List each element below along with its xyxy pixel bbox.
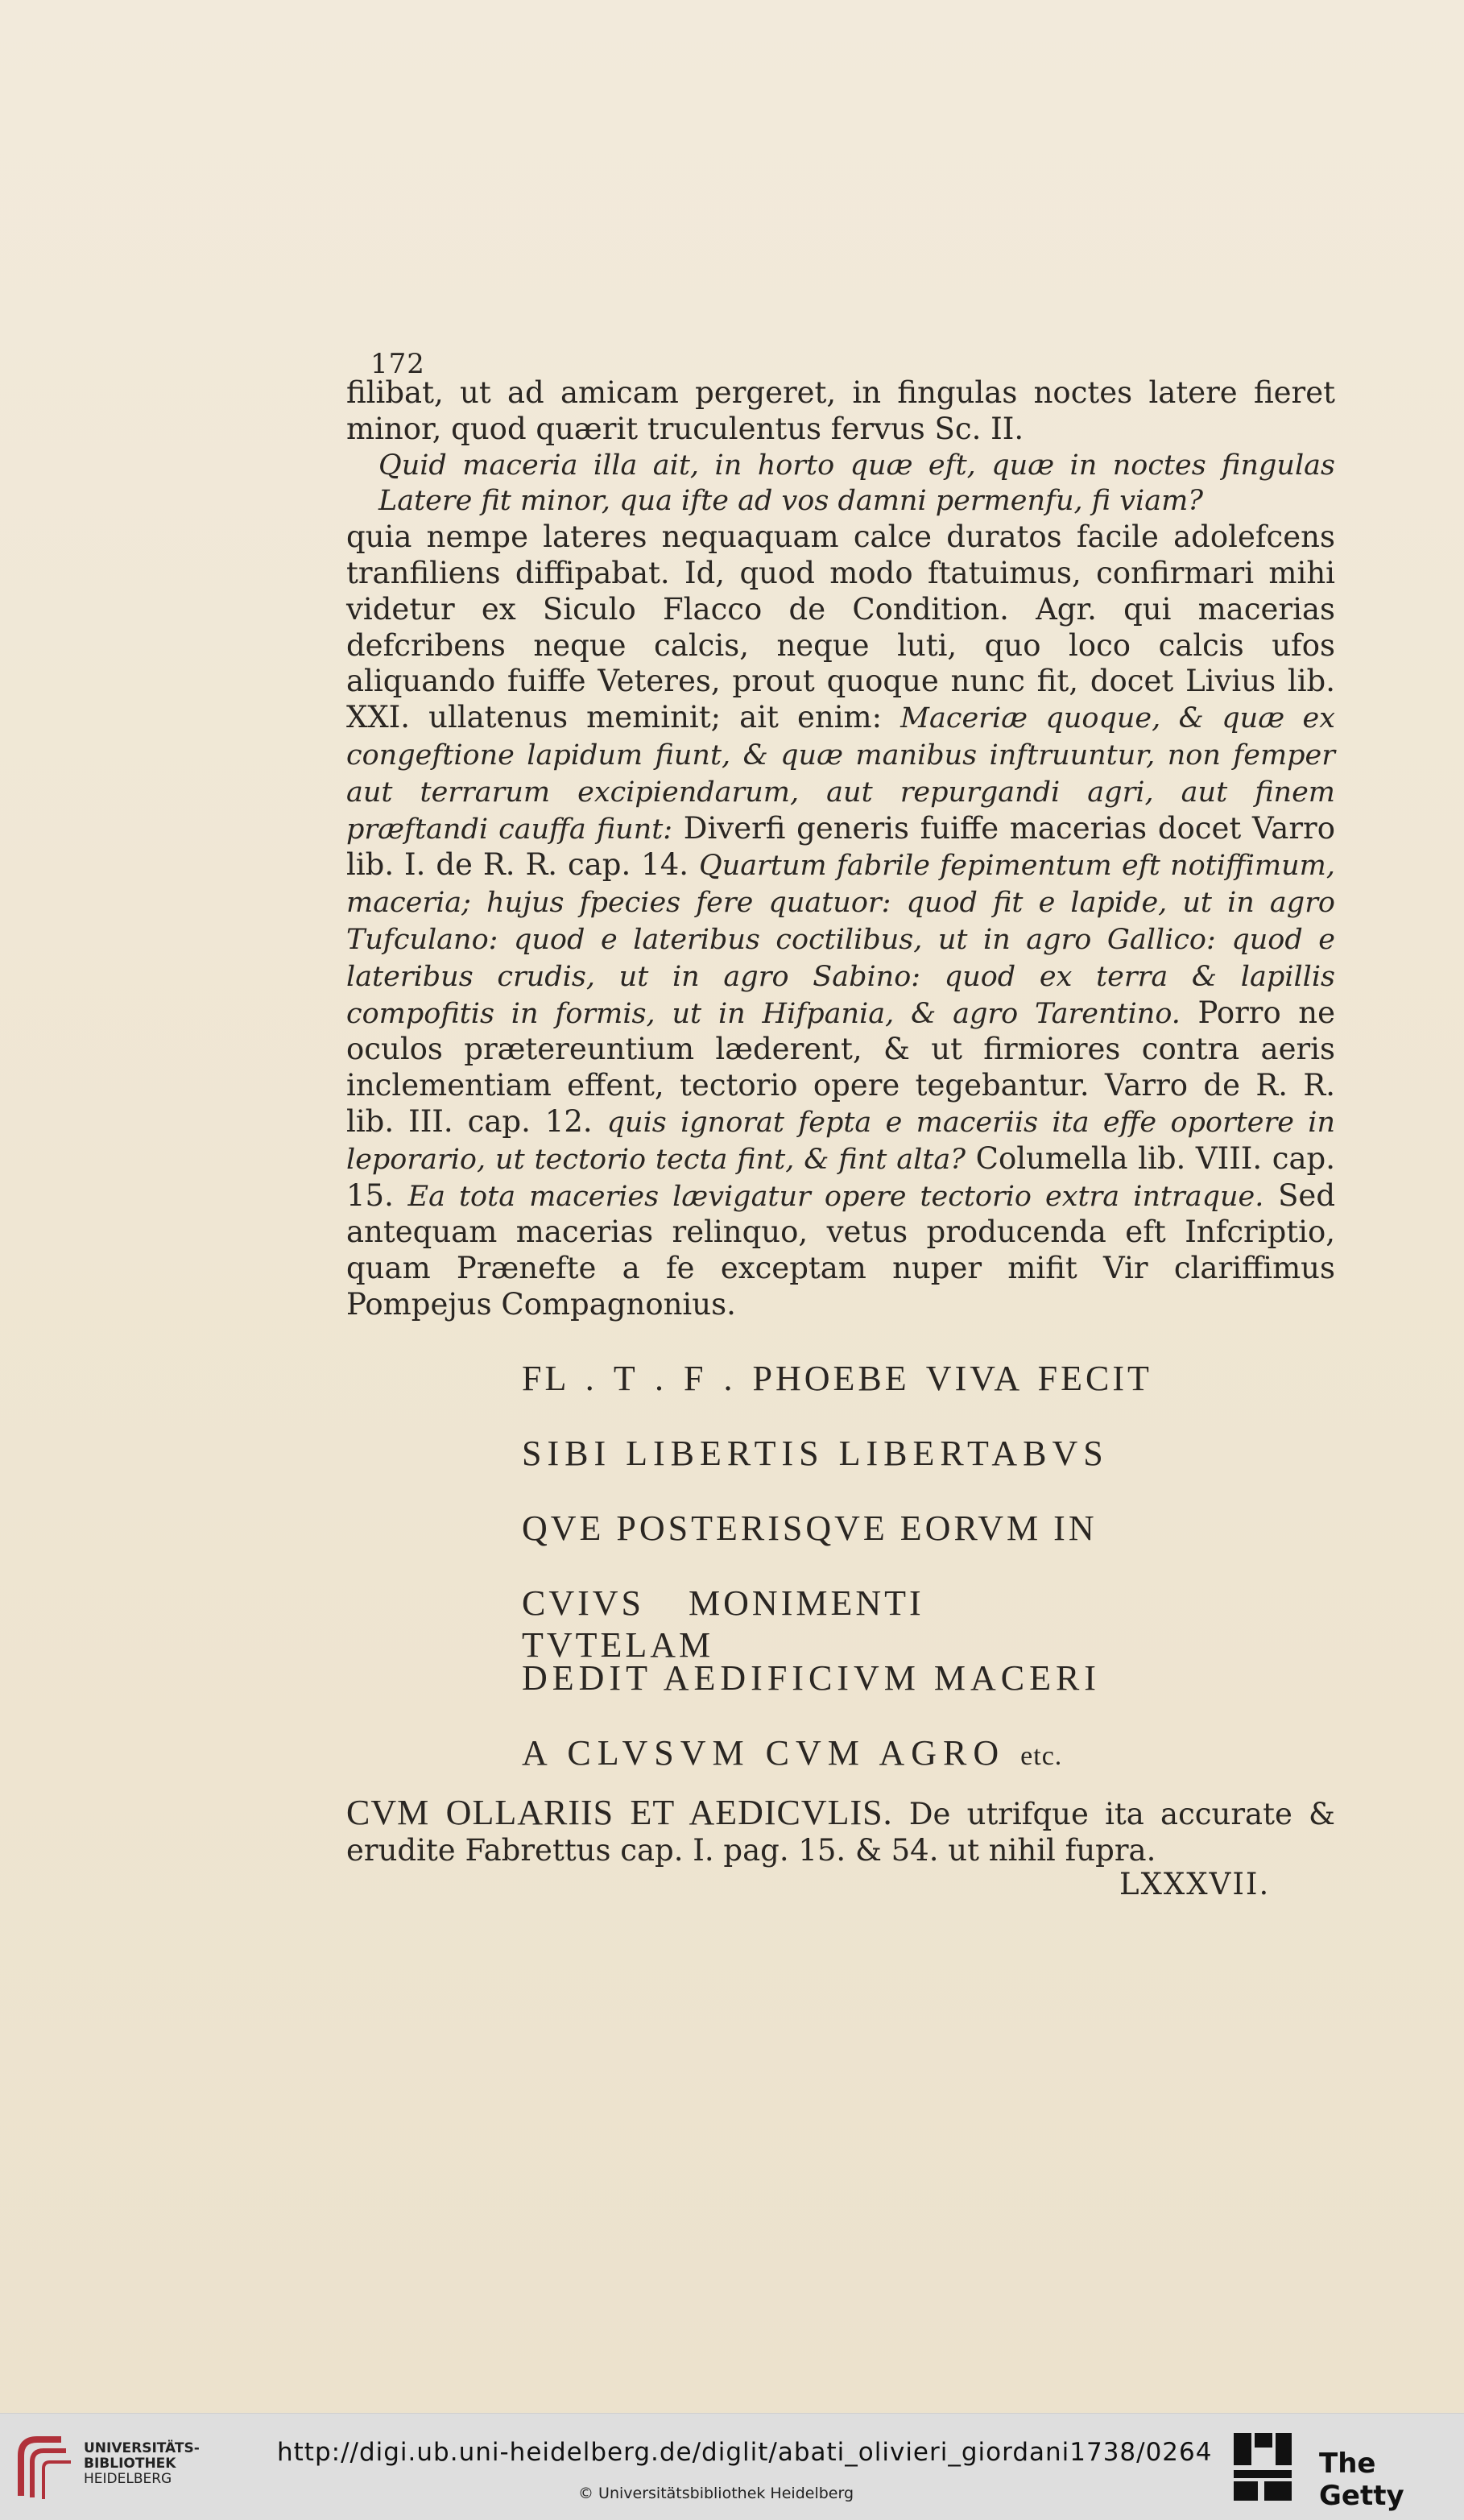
text-run: filibat, ut ad amicam pergeret, in fingulas noctes latere fieret minor, quod quærit truculentus fervus Sc. II. [346,375,1335,446]
latin-inscription [522,1358,1158,1807]
closing-caps: CVM OLLARIIS ET AEDICVLIS. [346,1793,893,1832]
signature-mark: LXXXVII. [1119,1867,1271,1901]
inscription-etc: etc. [1020,1741,1063,1771]
inscription-line: SIBI LIBERTIS LIBERTABVS [522,1434,1109,1473]
text-run: Diverfi generis fuiffe macerias docet Varro lib. I. de R. R. cap. 14. [346,810,1336,883]
page-number: 172 [370,348,425,380]
inscription-line: FL . T . F . PHOEBE VIVA FECIT [522,1359,1152,1398]
inscription-line: CVIVS MONIMENTI TVTELAM [522,1583,924,1665]
partner-name: The Getty [1319,2448,1404,2512]
university-library-logo-icon [13,2431,76,2504]
closing-text: De utrifque ita accurate & erudite Fabrettus cap. I. pag. 15. & 54. ut nihil fupra. [346,1797,1335,1868]
inscription-text: A CLVSVM CVM AGRO [522,1733,1006,1773]
copyright-notice: © Universitätsbibliothek Heidelberg [578,2485,854,2502]
inscription-line: DEDIT AEDIFICIVM MACERI [522,1658,1101,1698]
institution-name: UNIVERSITÄTS- BIBLIOTHEK HEIDELBERG [84,2440,200,2487]
quotation-varro: Quartum fabrile fepimentum eft notiffimum, maceria; hujus fpecies fere quatuor: quod fit e lapide, ut in agro Tufculano: quod e lateribus coctilibus, ut in agro Gallico: quod e lateribus crudis, ut in agro Sabino: quod ex terra & lapillis compofitis in formis, ut in Hifpania, & agro Tarentino. [346,850,1335,1030]
text-run: quia nempe lateres nequaquam calce duratos facile adolefcens tranfiliens diffipabat. Id, quod modo ftatuimus, confirmari mihi videtur ex Siculo Flacco de Condition. Agr. qui macerias defcribens neque calcis, neque luti, quo loco calcis ufos aliquando fuiffe Veteres, prout quoque nunc fit, docet Livius lib. XXI. ullatenus meminit; ait enim: [346,519,1335,735]
quotation-varro-2: quis ignorat fepta e maceriis ita effe oportere in leporario, ut tectorio tecta fint, & fint alta? [346,1106,1336,1176]
text-run: Columella lib. VIII. cap. 15. [346,1140,1335,1213]
quotation-livius: Maceriæ quoque, & quæ ex congeftione lapidum fiunt, & quæ manibus inftruuntur, non femper aut terrarum excipiendarum, aut repurgandi agri, aut finem præftandi cauffa fiunt: [346,702,1335,846]
closing-paragraph [346,1794,1335,1868]
inscription-line: QVE POSTERISQVE EORVM IN [522,1508,1098,1548]
getty-logo-icon [1230,2430,1295,2504]
permalink-url[interactable]: http://digi.ub.uni-heidelberg.de/diglit/abati_olivieri_giordani1738/0264 [277,2438,1213,2467]
quotation-columella: Ea tota maceries lævigatur opere tectorio extra intraque. [407,1180,1264,1213]
footer-bar [0,2413,1464,2520]
text-run: Sed antequam macerias relinquo, vetus producenda eft Infcriptio, quam Prænefte a fe exceptam nuper mifit Vir clariffimus Pompejus Compagnonius. [346,1177,1336,1322]
quotation-plautus: Quid maceria illa ait, in horto quæ eft, quæ in noctes fingulas Latere fit minor, qua ifte ad vos damni permenfu, fi viam? [378,449,1335,518]
body-paragraph [346,375,1335,1323]
text-run: Porro ne oculos prætereuntium læderent, & ut firmiores contra aeris inclementiam effent, tectorio opere tegebantur. Varro de R. R. lib. III. cap. 12. [346,995,1335,1139]
